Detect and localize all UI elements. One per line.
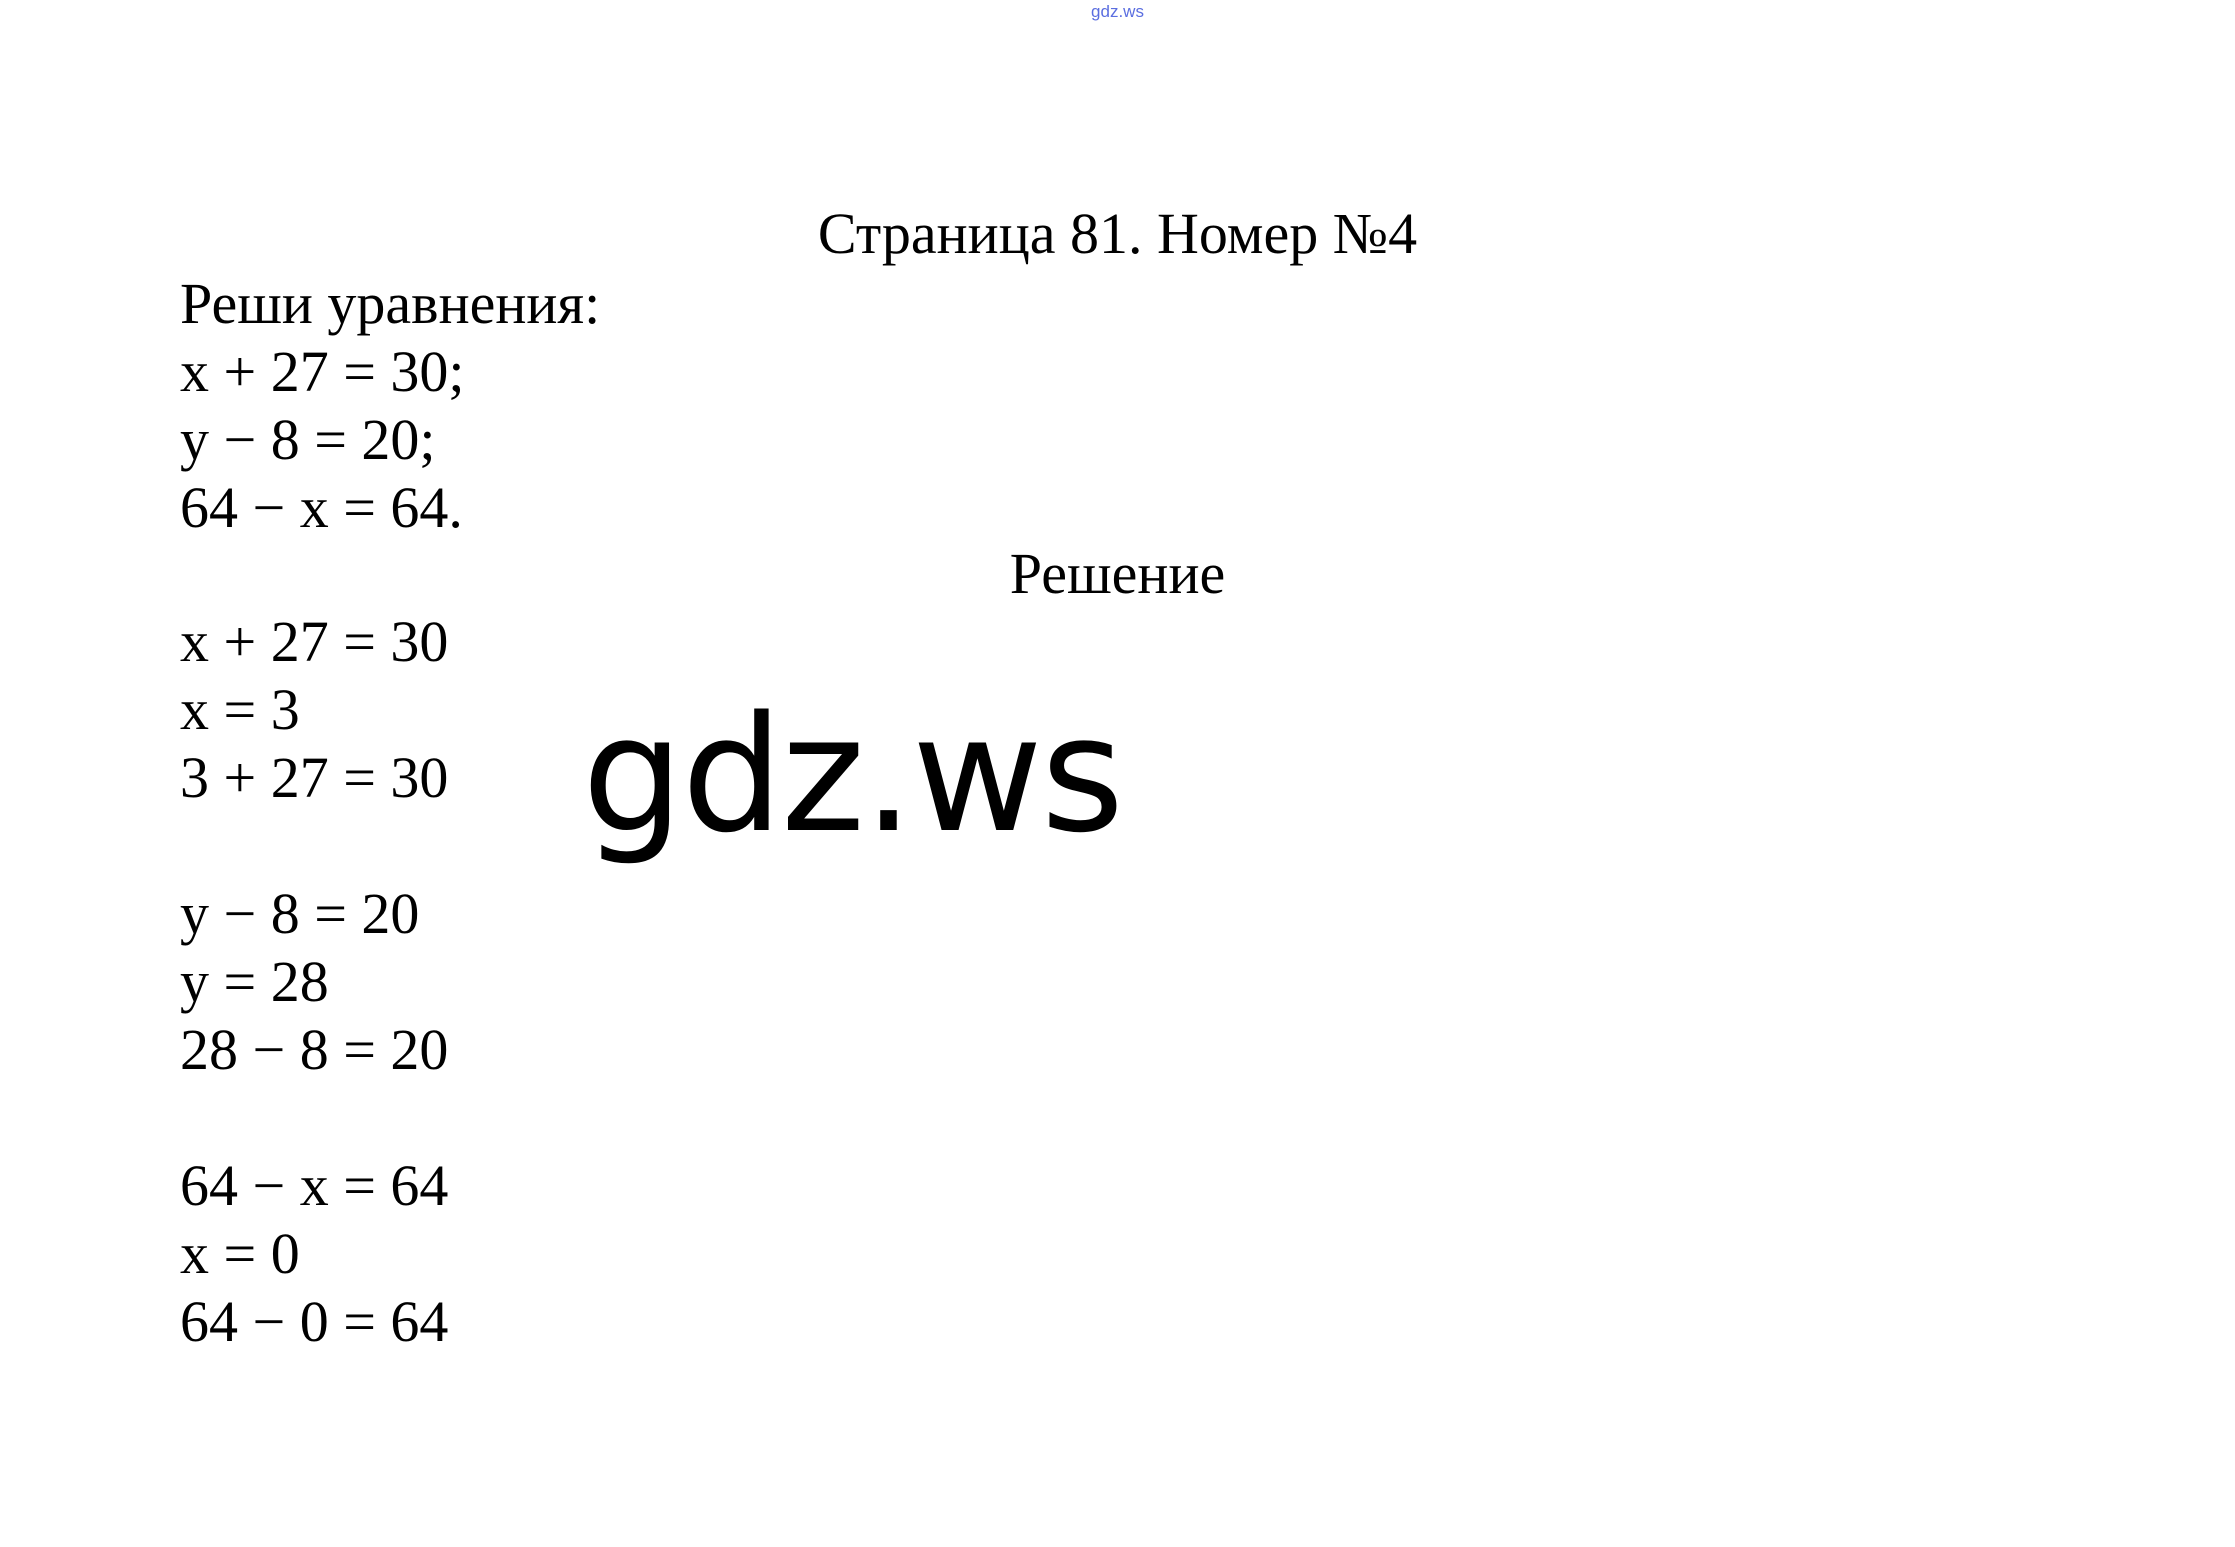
task-prompt: Реши уравнения: bbox=[180, 271, 601, 336]
solution-heading: Решение bbox=[1009, 541, 1226, 606]
task-equation: 64 − x = 64. bbox=[180, 475, 463, 540]
solution-line: 28 − 8 = 20 bbox=[180, 1017, 449, 1082]
solution-block bbox=[180, 608, 448, 1356]
solution-line: 64 − 0 = 64 bbox=[180, 1289, 449, 1354]
spacer bbox=[180, 1084, 448, 1152]
top-watermark-link: gdz.ws bbox=[1091, 2, 1144, 21]
spacer bbox=[180, 812, 448, 880]
solution-line: y = 28 bbox=[180, 949, 329, 1014]
task-equation: x + 27 = 30; bbox=[180, 339, 465, 404]
task-block bbox=[180, 270, 600, 542]
solution-line: x = 3 bbox=[180, 677, 300, 742]
task-equation: y − 8 = 20; bbox=[180, 407, 436, 472]
solution-line: x + 27 = 30 bbox=[180, 609, 449, 674]
solution-line: x = 0 bbox=[180, 1221, 300, 1286]
solution-line: y − 8 = 20 bbox=[180, 881, 420, 946]
page-title: Страница 81. Номер №4 bbox=[817, 201, 1418, 266]
watermark-logo: gdz.ws bbox=[582, 681, 1123, 868]
solution-line: 64 − x = 64 bbox=[180, 1153, 449, 1218]
solution-line: 3 + 27 = 30 bbox=[180, 745, 449, 810]
